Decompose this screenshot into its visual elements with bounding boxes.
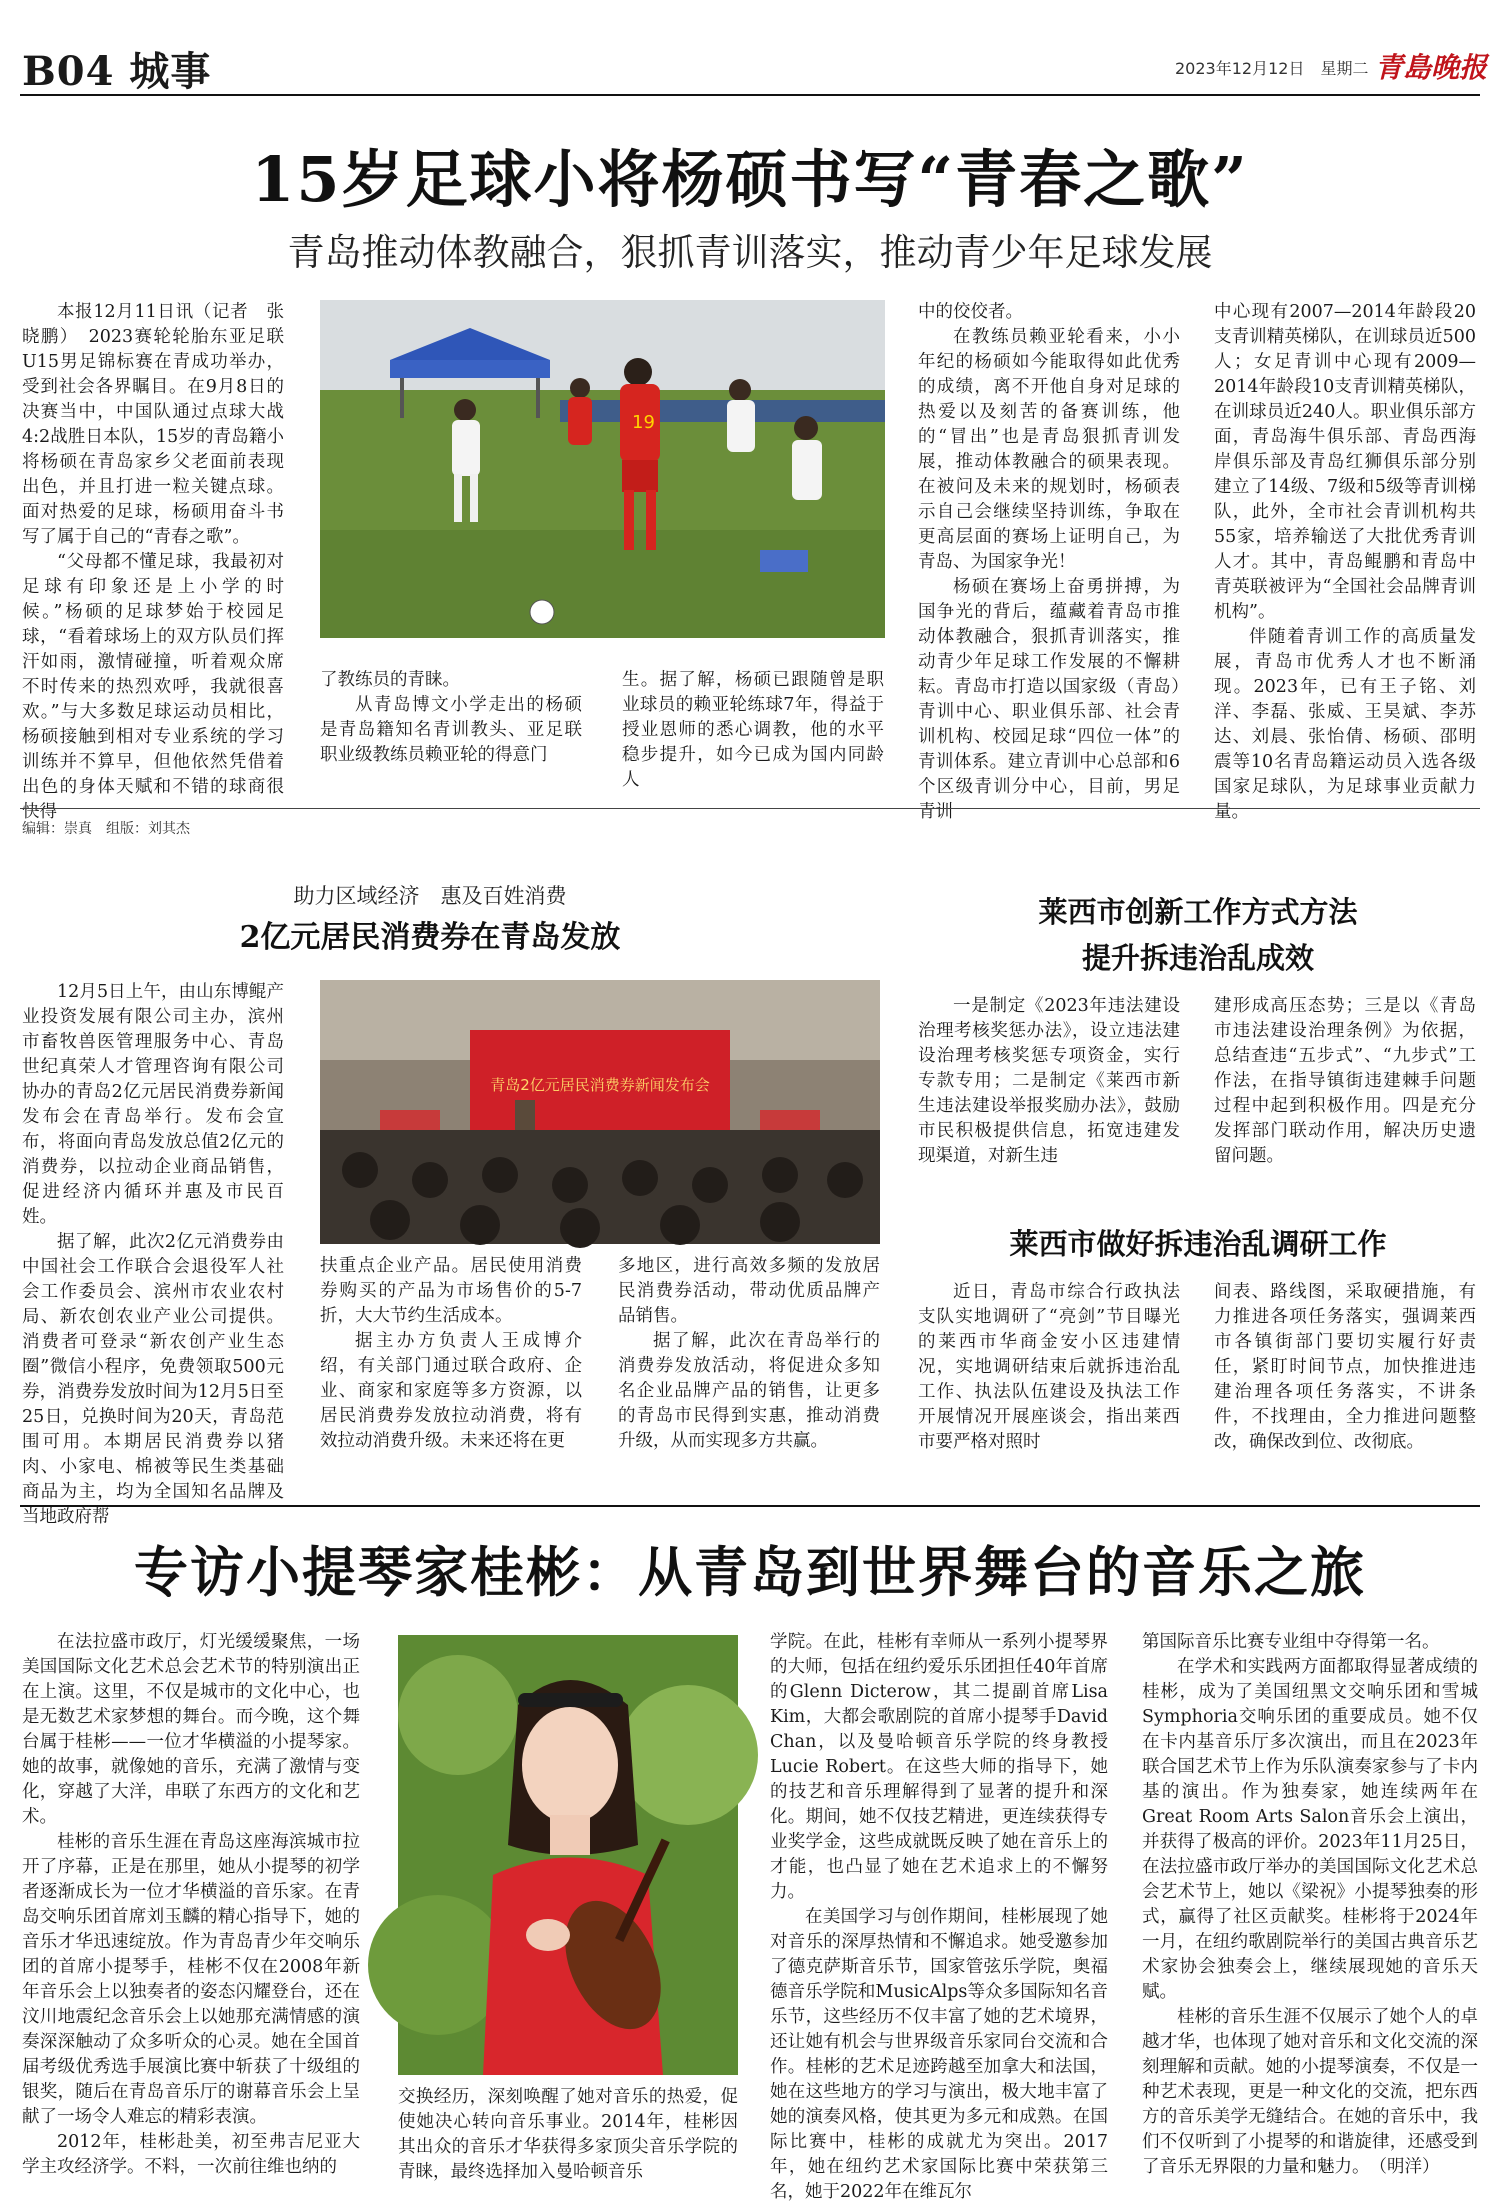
story2-col1 xyxy=(22,980,284,1527)
event-banner-text: 青岛2亿元居民消费券新闻发布会 xyxy=(490,1076,710,1094)
story1-col2 xyxy=(320,668,582,768)
press-conference-photo xyxy=(320,980,880,1244)
story2-para: 扶重点企业产品。居民使用消费券购买的产品为市场售价的5-7折，大大节约生活成本。 xyxy=(320,1256,582,1326)
story1-col5 xyxy=(1214,300,1476,822)
story1-para: 了教练员的青睐。 xyxy=(320,670,460,690)
story3-para: 建形成高压态势；三是以《青岛市违法建设治理条例》为依据，总结查违“五步式”、“九步式”工作法，在指导镇街违建棘手问题过程中起到积极作用。四是充分发挥部门联动作用，解决历史遗留问题。 xyxy=(1214,996,1476,1166)
page-section-label: B04 城事 xyxy=(22,48,212,95)
story5-para: 在美国学习与创作期间，桂彬展现了她对音乐的深厚热情和不懈追求。她受邀参加了德克萨斯音乐节，国家管弦乐学院，奥福德音乐学院和MusicAlps等众多国际知名音乐节，这些经历不仅丰富了她的艺术境界，还让她有机会与世界级音乐家同台交流和合作。桂彬的艺术足迹跨越至加拿大和法国，她在这些地方的学习与演出，极大地丰富了她的演奏风格，使其更为多元和成熟。在国际比赛中，桂彬的成就尤为突出。2017年，她在纽约艺术家国际比赛中荣获第三名，她于2022年在维瓦尔 xyxy=(770,1907,1108,2202)
story2-col2 xyxy=(320,1254,582,1484)
story5-para: 2012年，桂彬赴美，初至弗吉尼亚大学主攻经济学。不料，一次前往维也纳的 xyxy=(22,2132,360,2177)
story5-lead: 在法拉盛市政厅，灯光缓缓聚焦，一场美国国际文化艺术总会艺术节的特别演出正在上演。这里，不仅是城市的文化中心，也是无数艺术家梦想的舞台。而今晚，这个舞台属于桂彬——一位才华横溢的小提琴家。她的故事，就像她的音乐，充满了激情与变化，穿越了大洋，串联了东西方的文化和艺术。 xyxy=(22,1632,360,1827)
football-match-photo xyxy=(320,300,885,638)
story1-para: 中心现有2007—2014年龄段20支青训精英梯队，在训球员近500人；女足青训中心现有2009—2014年龄段10支青训精英梯队，在训球员近240人。职业俱乐部方面，青岛海牛俱乐部、青岛西海岸俱乐部及青岛红狮俱乐部分别建立了14级、7级和5级等青训梯队，此外，全市社会青训机构共55家，培养输送了大批优秀青训人才。其中，青岛鲲鹏和青岛中青英联被评为“全国社会品牌青训机构”。 xyxy=(1214,302,1476,622)
story1-para: 中的佼佼者。 xyxy=(918,302,1023,322)
story5-para: 学院。在此，桂彬有幸师从一系列小提琴界的大师，包括在纽约爱乐乐团担任40年首席的Glenn Dicterow，其二提副首席Lisa Kim，大都会歌剧院的首席小提琴手David Chan，以及曼哈顿音乐学院的终身教授Lucie Robert。在这些大师的指导下，她的技艺和音乐理解得到了显著的提升和深化。期间，她不仅技艺精进，更连续获得专业奖学金，这些成就既反映了她在音乐上的才能，也凸显了她在艺术追求上的不懈努力。 xyxy=(770,1632,1108,1902)
story3-para: 一是制定《2023年违法建设治理考核奖惩办法》，设立违法建设治理考核奖惩专项资金，实行专款专用；二是制定《莱西市新生违法建设举报奖励办法》，鼓励市民积极提供信息，拓宽违建发现渠道，对新生违 xyxy=(918,996,1180,1166)
story1-headline: 15岁足球小将杨硕书写“青春之歌” xyxy=(251,143,1249,216)
story5-col4 xyxy=(1142,1630,1478,2185)
football-scene xyxy=(320,300,885,638)
section-rule xyxy=(20,1505,1480,1507)
story4-para: 近日，青岛市综合行政执法支队实地调研了“亮剑”节目曝光的莱西市华商金安小区违建情况，实地调研结束后就拆违治乱工作、执法队伍建设及执法工作开展情况开展座谈会，指出莱西市要严格对照时 xyxy=(918,1282,1180,1452)
story4-col1 xyxy=(918,1280,1180,1485)
story2-para: 据了解，此次2亿元消费券由中国社会工作联合会退役军人社会工作委员会、滨州市农业农村局、新农创农业产业公司提供。消费者可登录“新农创产业生态圈”微信小程序，免费领取500元券，消费券发放时间为12月5日至25日，兑换时间为20天，青岛范围可用。本期居民消费券以猪肉、小家电、棉被等民生类基础商品为主，均为全国知名品牌及当地政府帮 xyxy=(22,1232,284,1527)
story2-para: 多地区，进行高效多频的发放居民消费券活动，带动优质品牌产品销售。 xyxy=(618,1256,880,1326)
story3-col1 xyxy=(918,994,1180,1174)
story1-col3 xyxy=(622,668,884,790)
newspaper-logo: 青島晚报 xyxy=(1375,51,1488,84)
story2-lead: 12月5日上午，由山东博鲲产业投资发展有限公司主办，滨州市畜牧兽医管理服务中心、青岛世纪真荣人才管理咨询有限公司协办的青岛2亿元居民消费券新闻发布会在青岛举行。发布会宣布，将面向青岛发放总值2亿元的消费券，以拉动企业商品销售，促进经济内循环并惠及市民百姓。 xyxy=(22,982,284,1227)
issue-date: 2023年12月12日 星期二 xyxy=(1175,59,1369,78)
editor-credit: 编辑：崇真 组版：刘其杰 xyxy=(22,821,190,837)
story3-headline-line2: 提升拆违治乱成效 xyxy=(1081,941,1314,975)
story2-para: 据主办方负责人王成博介绍，有关部门通过联合政府、企业、商家和家庭等多方资源，以居民消费券发放拉动消费，将有效拉动消费升级。未来还将在更 xyxy=(320,1331,582,1451)
story1-col4 xyxy=(918,300,1180,822)
story1-subheadline: 青岛推动体教融合，狠抓青训落实，推动青少年足球发展 xyxy=(287,231,1213,274)
story2-col3 xyxy=(618,1254,880,1484)
story2-kicker: 助力区域经济 惠及百姓消费 xyxy=(293,884,567,908)
story5-para: 桂彬的音乐生涯不仅展示了她个人的卓越才华，也体现了她对音乐和文化交流的深刻理解和贡献。她的小提琴演奏，不仅是一种艺术表现，更是一种文化的交流，把东西方的音乐美学无缝结合。在她的音乐中，我们不仅听到了小提琴的和谐旋律，还感受到了音乐无界限的力量和魅力。 （明洋） xyxy=(1142,2007,1478,2177)
story1-para: “父母都不懂足球，我最初对足球有印象还是上小学的时候。”杨硕的足球梦始于校园足球，“看着球场上的双方队员们挥汗如雨，激情碰撞，听着观众席不时传来的热烈欢呼，我就很喜欢。”与大多数足球运动员相比，杨硕接触到相对专业系统的学习训练并不算早，但他依然凭借着出色的身体天赋和不错的球商很快得 xyxy=(22,552,284,822)
story4-para: 间表、路线图，采取硬措施，有力推进各项任务落实，强调莱西市各镇街部门要切实履行好责任，紧盯时间节点，加快推进违建治理各项任务落实，不讲条件，不找理由，全力推进问题整改，确保改到位、改彻底。 xyxy=(1214,1282,1476,1452)
story5-col1 xyxy=(22,1630,360,2185)
header-rule xyxy=(20,94,1480,96)
section-rule xyxy=(20,808,1480,809)
story1-para: 伴随着青训工作的高质量发展，青岛市优秀人才也不断涌现。2023年，已有王子铭、刘洋、李磊、张威、王昊斌、李苏达、刘晨、张怡倩、杨硕、邵明震等10名青岛籍运动员入选各级国家足球队，为足球事业贡献力量。 xyxy=(1214,627,1476,822)
story5-para: 交换经历，深刻唤醒了她对音乐的热爱，促使她决心转向音乐事业。2014年，桂彬因其出众的音乐才华获得多家顶尖音乐学院的青睐，最终选择加入曼哈顿音乐 xyxy=(398,2087,738,2182)
story1-lead: 本报12月11日讯（记者 张晓鹏） 2023赛轮轮胎东亚足联U15男足锦标赛在青成功举办，受到社会各界瞩目。在9月8日的决赛当中，中国队通过点球大战4:2战胜日本队，15岁的青岛籍小将杨硕在青岛家乡父老面前表现出色，并且打进一粒关键点球。面对热爱的足球，杨硕用奋斗书写了属于自己的“青春之歌”。 xyxy=(22,302,284,547)
story1-para: 生。据了解，杨硕已跟随曾是职业球员的赖亚轮练球7年，得益于授业恩师的悉心调教，他的水平稳步提升，如今已成为国内同龄人 xyxy=(622,670,884,790)
violinist-portrait xyxy=(398,1635,738,2075)
story5-col3 xyxy=(770,1630,1108,2202)
story1-para: 在教练员赖亚轮看来，小小年纪的杨硕如今能取得如此优秀的成绩，离不开他自身对足球的热爱以及刻苦的备赛训练，他的“冒出”也是青岛狠抓青训发展，推动体教融合的硕果表现。在被问及未来的规划时，杨硕表示自己会继续坚持训练，争取在更高层面的赛场上证明自己，为青岛、为国家争光！ xyxy=(918,327,1180,572)
story4-headline: 莱西市做好拆违治乱调研工作 xyxy=(1009,1227,1387,1261)
story1-para: 从青岛博文小学走出的杨硕是青岛籍知名青训教头、亚足联职业级教练员赖亚轮的得意门 xyxy=(320,695,582,765)
story2-para: 据了解，此次在青岛举行的消费券发放活动，将促进众多知名企业品牌产品的销售，让更多的青岛市民得到实惠，推动消费升级，从而实现多方共赢。 xyxy=(618,1331,880,1451)
jersey-number: 19 xyxy=(632,412,655,433)
story4-col2 xyxy=(1214,1280,1476,1485)
press-conference-scene xyxy=(320,980,880,1244)
story5-para: 在学术和实践两方面都取得显著成绩的桂彬，成为了美国纽黑文交响乐团和雪城Symphoria交响乐团的重要成员。她不仅在卡内基音乐厅多次演出，而且在2023年联合国艺术节上作为乐队演奏家参与了卡内基的演出。作为独奏家，她连续两年在Great Room Arts Salon音乐会上演出，并获得了极高的评价。2023年11月25日，在法拉盛市政厅举办的美国国际文化艺术总会艺术节上，她以《梁祝》小提琴独奏的形式，赢得了社区贡献奖。桂彬将于2024年一月，在纽约歌剧院举行的美国古典音乐艺术家协会独奏会上，继续展现她的音乐天赋。 xyxy=(1142,1657,1478,2002)
story2-headline: 2亿元居民消费券在青岛发放 xyxy=(239,920,621,955)
story3-col2 xyxy=(1214,994,1476,1174)
violinist-portrait-photo xyxy=(398,1635,738,2075)
story1-para: 杨硕在赛场上奋勇拼搏，为国争光的背后，蕴藏着青岛市推动体教融合，狠抓青训落实，推动青少年足球工作发展的不懈耕耘。青岛市打造以国家级（青岛）青训中心、职业俱乐部、社会青训机构、校园足球“四位一体”的青训体系。建立青训中心总部和6个区级青训分中心，目前，男足青训 xyxy=(918,577,1180,822)
story1-col1 xyxy=(22,300,284,822)
story3-headline-line1: 莱西市创新工作方式方法 xyxy=(1038,895,1358,929)
story5-headline: 专访小提琴家桂彬：从青岛到世界舞台的音乐之旅 xyxy=(134,1540,1366,1604)
story5-col2 xyxy=(398,2085,738,2185)
story5-para: 桂彬的音乐生涯在青岛这座海滨城市拉开了序幕，正是在那里，她从小提琴的初学者逐渐成长为一位才华横溢的音乐家。在青岛交响乐团首席刘玉麟的精心指导下，她的音乐才华迅速绽放。作为青岛青少年交响乐团的首席小提琴手，桂彬不仅在2008年新年音乐会上以独奏者的姿态闪耀登台，还在汶川地震纪念音乐会上以她那充满情感的演奏深深触动了众多听众的心灵。她在全国首届考级优秀选手展演比赛中斩获了十级组的银奖，随后在青岛音乐厅的谢幕音乐会上呈献了一场令人难忘的精彩表演。 xyxy=(22,1832,360,2127)
story5-para: 第国际音乐比赛专业组中夺得第一名。 xyxy=(1142,1632,1440,1652)
